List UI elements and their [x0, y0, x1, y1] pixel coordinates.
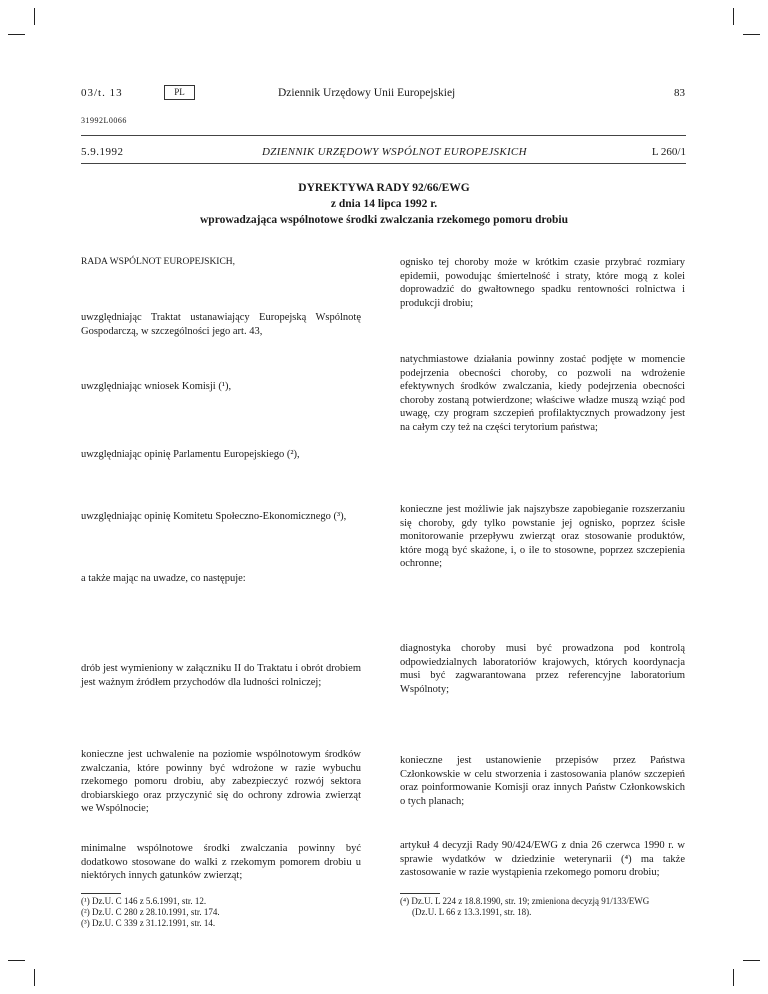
- crop-mark: [34, 8, 35, 25]
- directive-title: DYREKTYWA RADY 92/66/EWG: [298, 182, 470, 194]
- header-rule: [81, 135, 686, 136]
- oj-reference: L 260/1: [651, 146, 686, 158]
- recital-3: minimalne wspólnotowe środki zwalczania powinny być dodatkowo stosowane do walki z rzekomym pomorem drobiu u niektórych innych gatunków zwierząt;: [81, 843, 361, 882]
- oj-date: 5.9.1992: [81, 146, 124, 158]
- recital-7: diagnostyka choroby musi być prowadzona pod kontrolą odpowiedzialnych laboratoriów krajowych, których koordynacja musi być zagwarantowana przez referencyjne laboratorium Wspólnoty;: [400, 643, 685, 695]
- directive-subject: wprowadzająca wspólnotowe środki zwalczania rzekomego pomoru drobiu: [200, 214, 568, 226]
- recital-6: konieczne jest możliwie jak najszybsze zapobieganie rozszerzaniu się choroby, gdy tylko powstanie jej ognisko, poprzez ścisłe monitorowanie przepływu zwierząt oraz stosowanie produktów, które mogą być skażone, i, o ile to stosowne, poprzez szczepienia ochronne;: [400, 504, 685, 570]
- footnote-3: (³) Dz.U. C 339 z 31.12.1991, str. 14.: [81, 918, 216, 928]
- crop-mark: [733, 8, 734, 25]
- crop-mark: [743, 34, 760, 35]
- whereas-intro: a także mając na uwadze, co następuje:: [81, 573, 246, 584]
- footnote-rule-left: [81, 893, 121, 894]
- citation-parliament: uwzględniając opinię Parlamentu Europejskiego (²),: [81, 449, 300, 460]
- council-heading: RADA WSPÓLNOT EUROPEJSKICH,: [81, 257, 236, 267]
- recital-2: konieczne jest uchwalenie na poziomie wspólnotowym środków zwalczania, które powinny być wdrożone w razie wybuchu rzekomego pomoru drobiu, aby zabezpieczyć rozwój sektora drobiarskiego oraz przyczynić się do ochrony zdrowia zwierząt we Wspólnocie;: [81, 749, 361, 815]
- citation-treaty: uwzględniając Traktat ustanawiający Europejską Wspólnotę Gospodarczą, w szczególności jego art. 43,: [81, 312, 361, 337]
- oj-rule: [81, 163, 686, 164]
- crop-mark: [733, 969, 734, 986]
- recital-1: drób jest wymieniony w załączniku II do Traktatu i obrót drobiem jest ważnym źródłem przychodów dla ludności rolniczej;: [81, 663, 361, 688]
- footnote-rule-right: [400, 893, 440, 894]
- crop-mark: [743, 960, 760, 961]
- citation-esc: uwzględniając opinię Komitetu Społeczno-Ekonomicznego (³),: [81, 511, 347, 522]
- volume-label: 03/t. 13: [81, 87, 123, 99]
- celex-number: 31992L0066: [81, 116, 127, 125]
- journal-name: Dziennik Urzędowy Unii Europejskiej: [278, 87, 456, 99]
- footnote-4-continued: (Dz.U. L 66 z 13.3.1991, str. 18).: [412, 907, 532, 917]
- oj-title: DZIENNIK URZĘDOWY WSPÓLNOT EUROPEJSKICH: [262, 146, 527, 158]
- footnote-4: (⁴) Dz.U. L 224 z 18.8.1990, str. 19; zmieniona decyzją 91/133/EWG: [400, 896, 650, 906]
- crop-mark: [8, 960, 25, 961]
- page-number: 83: [674, 87, 685, 99]
- directive-date: z dnia 14 lipca 1992 r.: [330, 198, 438, 210]
- citation-commission: uwzględniając wniosek Komisji (¹),: [81, 381, 232, 392]
- recital-9: artykuł 4 decyzji Rady 90/424/EWG z dnia 26 czerwca 1990 r. w sprawie wydatków w dziedzinie weterynarii (⁴) ma także zastosowanie w razie wystąpienia rzekomego pomoru drobiu;: [400, 840, 685, 879]
- crop-mark: [8, 34, 25, 35]
- recital-5: natychmiastowe działania powinny zostać podjęte w momencie podejrzenia obecności choroby, co pozwoli na wdrożenie efektywnych środków zwalczania, kiedy podejrzenia obecności choroby zostaną potwierdzone; właściwe władze muszą wziąć pod uwagę, czy program szczepień profilaktycznych prowadzony jest na całym czy też na części terytorium państwa;: [400, 354, 685, 433]
- recital-8: konieczne jest ustanowienie przepisów przez Państwa Członkowskie w celu stworzenia i zastosowania planów szczepień oraz poinformowanie Komisji oraz innych Państw Członkowskich o tych planach;: [400, 755, 685, 807]
- crop-mark: [34, 969, 35, 986]
- recital-4: ognisko tej choroby może w krótkim czasie przybrać rozmiary epidemii, powodując śmiertelność i straty, które mogą z kolei doprowadzić do gwałtownego spadku rentowności rolnictwa i produkcji drobiu;: [400, 257, 685, 309]
- footnote-1: (¹) Dz.U. C 146 z 5.6.1991, str. 12.: [81, 896, 207, 906]
- footnote-2: (²) Dz.U. C 280 z 28.10.1991, str. 174.: [81, 907, 220, 917]
- language-badge: PL: [164, 85, 195, 100]
